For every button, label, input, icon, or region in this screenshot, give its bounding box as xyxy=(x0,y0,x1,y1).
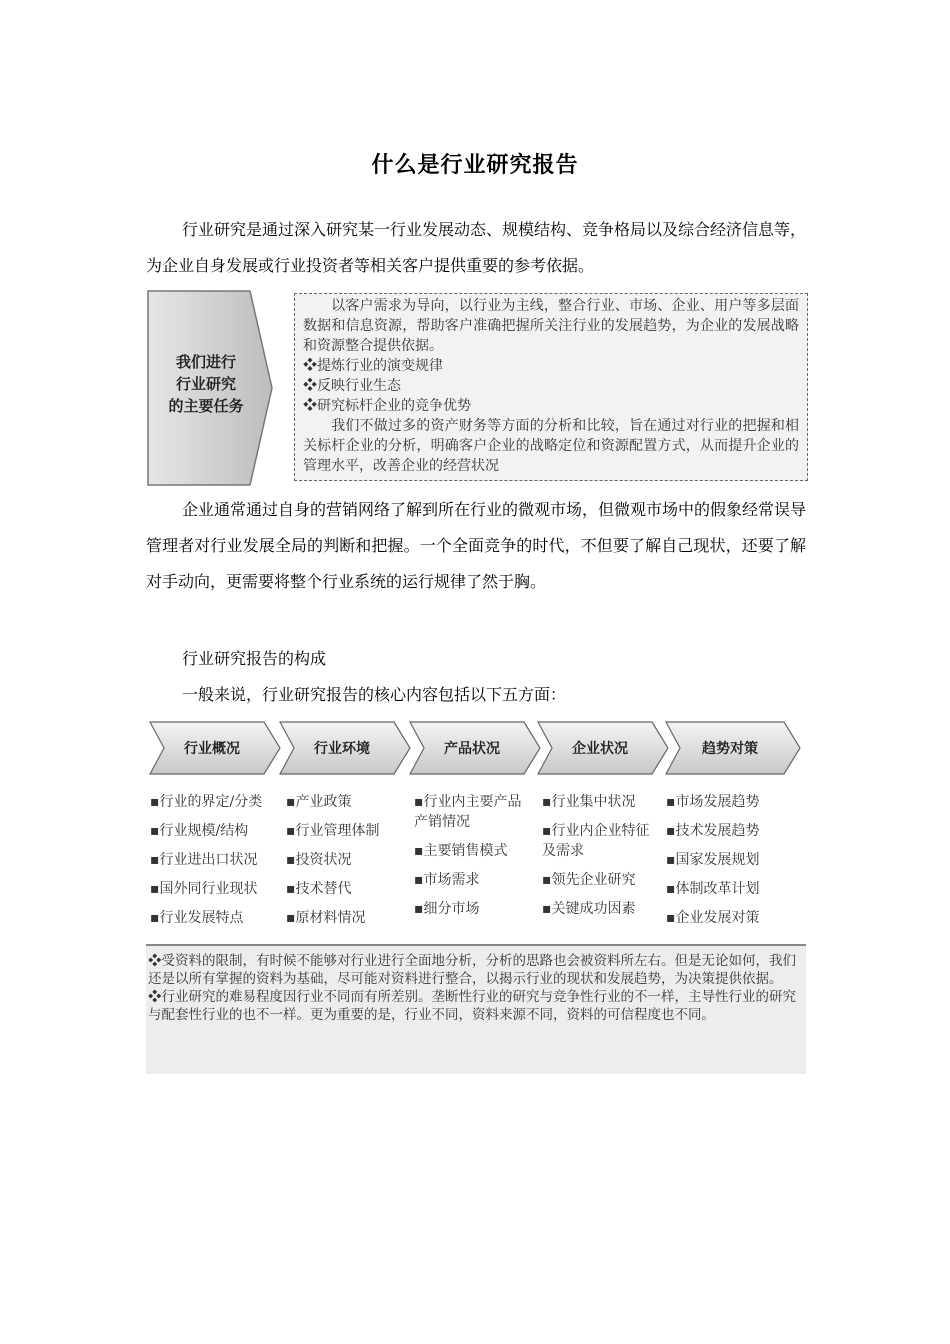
list-item: ▪原材料情况 xyxy=(286,910,366,926)
header-overview: 行业概况 xyxy=(184,741,240,757)
market-paragraph xyxy=(146,492,806,600)
tasks-intro-text: 以客户需求为导向，以行业为主线，整合行业、市场、企业、用户等多层面数据和信息资源，帮助客户准确把握所关注行业的发展趋势，为企业的发展战略和资源整合提供依据。 xyxy=(303,298,799,354)
list-item: ▪细分市场 xyxy=(414,901,480,917)
research-tasks-figure xyxy=(146,289,806,487)
list-item: ▪行业内企业特征及需求 xyxy=(542,823,650,859)
list-item: ▪企业发展对策 xyxy=(666,910,760,926)
column-trends xyxy=(666,792,796,937)
column-environment xyxy=(286,792,402,937)
market-paragraph-text: 企业通常通过自身的营销网络了解到所在行业的微观市场，但微观市场中的假象经常误导管理者对行业发展全局的判断和把握。一个全面竞争的时代，不但要了解自己现状，还要了解对手动向，更需要将整个行业系统的运行规律了然于胸。 xyxy=(146,500,807,591)
list-item: ▪市场需求 xyxy=(414,872,480,888)
tasks-closing xyxy=(303,416,799,476)
tasks-description-box xyxy=(294,293,808,481)
header-enterprises: 企业状况 xyxy=(572,741,628,757)
structure-heading xyxy=(146,641,806,677)
five-aspects-text: 一般来说，行业研究报告的核心内容包括以下五方面： xyxy=(182,685,567,704)
note-text: ❖受资料的限制，有时候不能够对行业进行全面地分析，分析的思路也会被资料所左右。但是无论如何，我们还是以所有掌握的资料为基础，尽可能对资料进行整合，以揭示行业的现状和发展趋势，为决策提供依据。 xyxy=(148,953,796,987)
list-item: ▪行业规模/结构 xyxy=(150,823,249,839)
list-item: ▪行业内主要产品产销情况 xyxy=(414,794,522,830)
header-products: 产品状况 xyxy=(444,741,500,757)
task-bullet: ❖研究标杆企业的竞争优势 xyxy=(303,398,471,414)
list-item: ▪体制改革计划 xyxy=(666,881,760,897)
list-item: ▪行业集中状况 xyxy=(542,794,636,810)
list-item: ▪产业政策 xyxy=(286,794,352,810)
list-item: ▪关键成功因素 xyxy=(542,901,636,917)
column-enterprises xyxy=(542,792,654,928)
list-item: ▪投资状况 xyxy=(286,852,352,868)
report-structure-figure xyxy=(146,716,806,1074)
list-item: ▪市场发展趋势 xyxy=(666,794,760,810)
tasks-label: 我们进行 行业研究 的主要任务 xyxy=(168,353,244,415)
task-bullet: ❖提炼行业的演变规律 xyxy=(303,358,443,374)
list-item: ▪技术发展趋势 xyxy=(666,823,760,839)
column-overview xyxy=(150,792,284,937)
tasks-intro xyxy=(303,296,799,356)
tasks-closing-text: 我们不做过多的资产财务等方面的分析和比较，旨在通过对行业的把握和相关标杆企业的分析，明确客户企业的战略定位和资源配置方式，从而提升企业的管理水平，改善企业的经营状况 xyxy=(303,418,799,474)
note-text: ❖行业研究的难易程度因行业不同而有所差别。垄断性行业的研究与竞争性行业的不一样，主导性行业的研究与配套性行业的也不一样。更为重要的是，行业不同，资料来源不同，资料的可信程度也不同。 xyxy=(148,989,796,1023)
structure-heading-text: 行业研究报告的构成 xyxy=(182,649,327,668)
list-item: ▪行业发展特点 xyxy=(150,910,244,926)
column-products xyxy=(414,792,526,928)
five-aspects-paragraph xyxy=(146,677,806,713)
list-item: ▪领先企业研究 xyxy=(542,872,636,888)
intro-paragraph xyxy=(146,212,806,284)
notes-box xyxy=(146,944,806,1074)
list-item: ▪主要销售模式 xyxy=(414,843,508,859)
list-item: ▪行业的界定/分类 xyxy=(150,794,263,810)
header-trends: 趋势对策 xyxy=(702,741,758,757)
list-item: ▪国外同行业现状 xyxy=(150,881,258,897)
intro-paragraph-text: 行业研究是通过深入研究某一行业发展动态、规模结构、竞争格局以及综合经济信息等，为企业自身发展或行业投资者等相关客户提供重要的参考依据。 xyxy=(146,220,807,275)
list-item: ▪技术替代 xyxy=(286,881,352,897)
list-item: ▪国家发展规划 xyxy=(666,852,760,868)
task-bullet: ❖反映行业生态 xyxy=(303,378,401,394)
header-environment: 行业环境 xyxy=(314,741,370,757)
page-title: 什么是行业研究报告 xyxy=(371,152,579,178)
list-item: ▪行业管理体制 xyxy=(286,823,380,839)
list-item: ▪行业进出口状况 xyxy=(150,852,258,868)
